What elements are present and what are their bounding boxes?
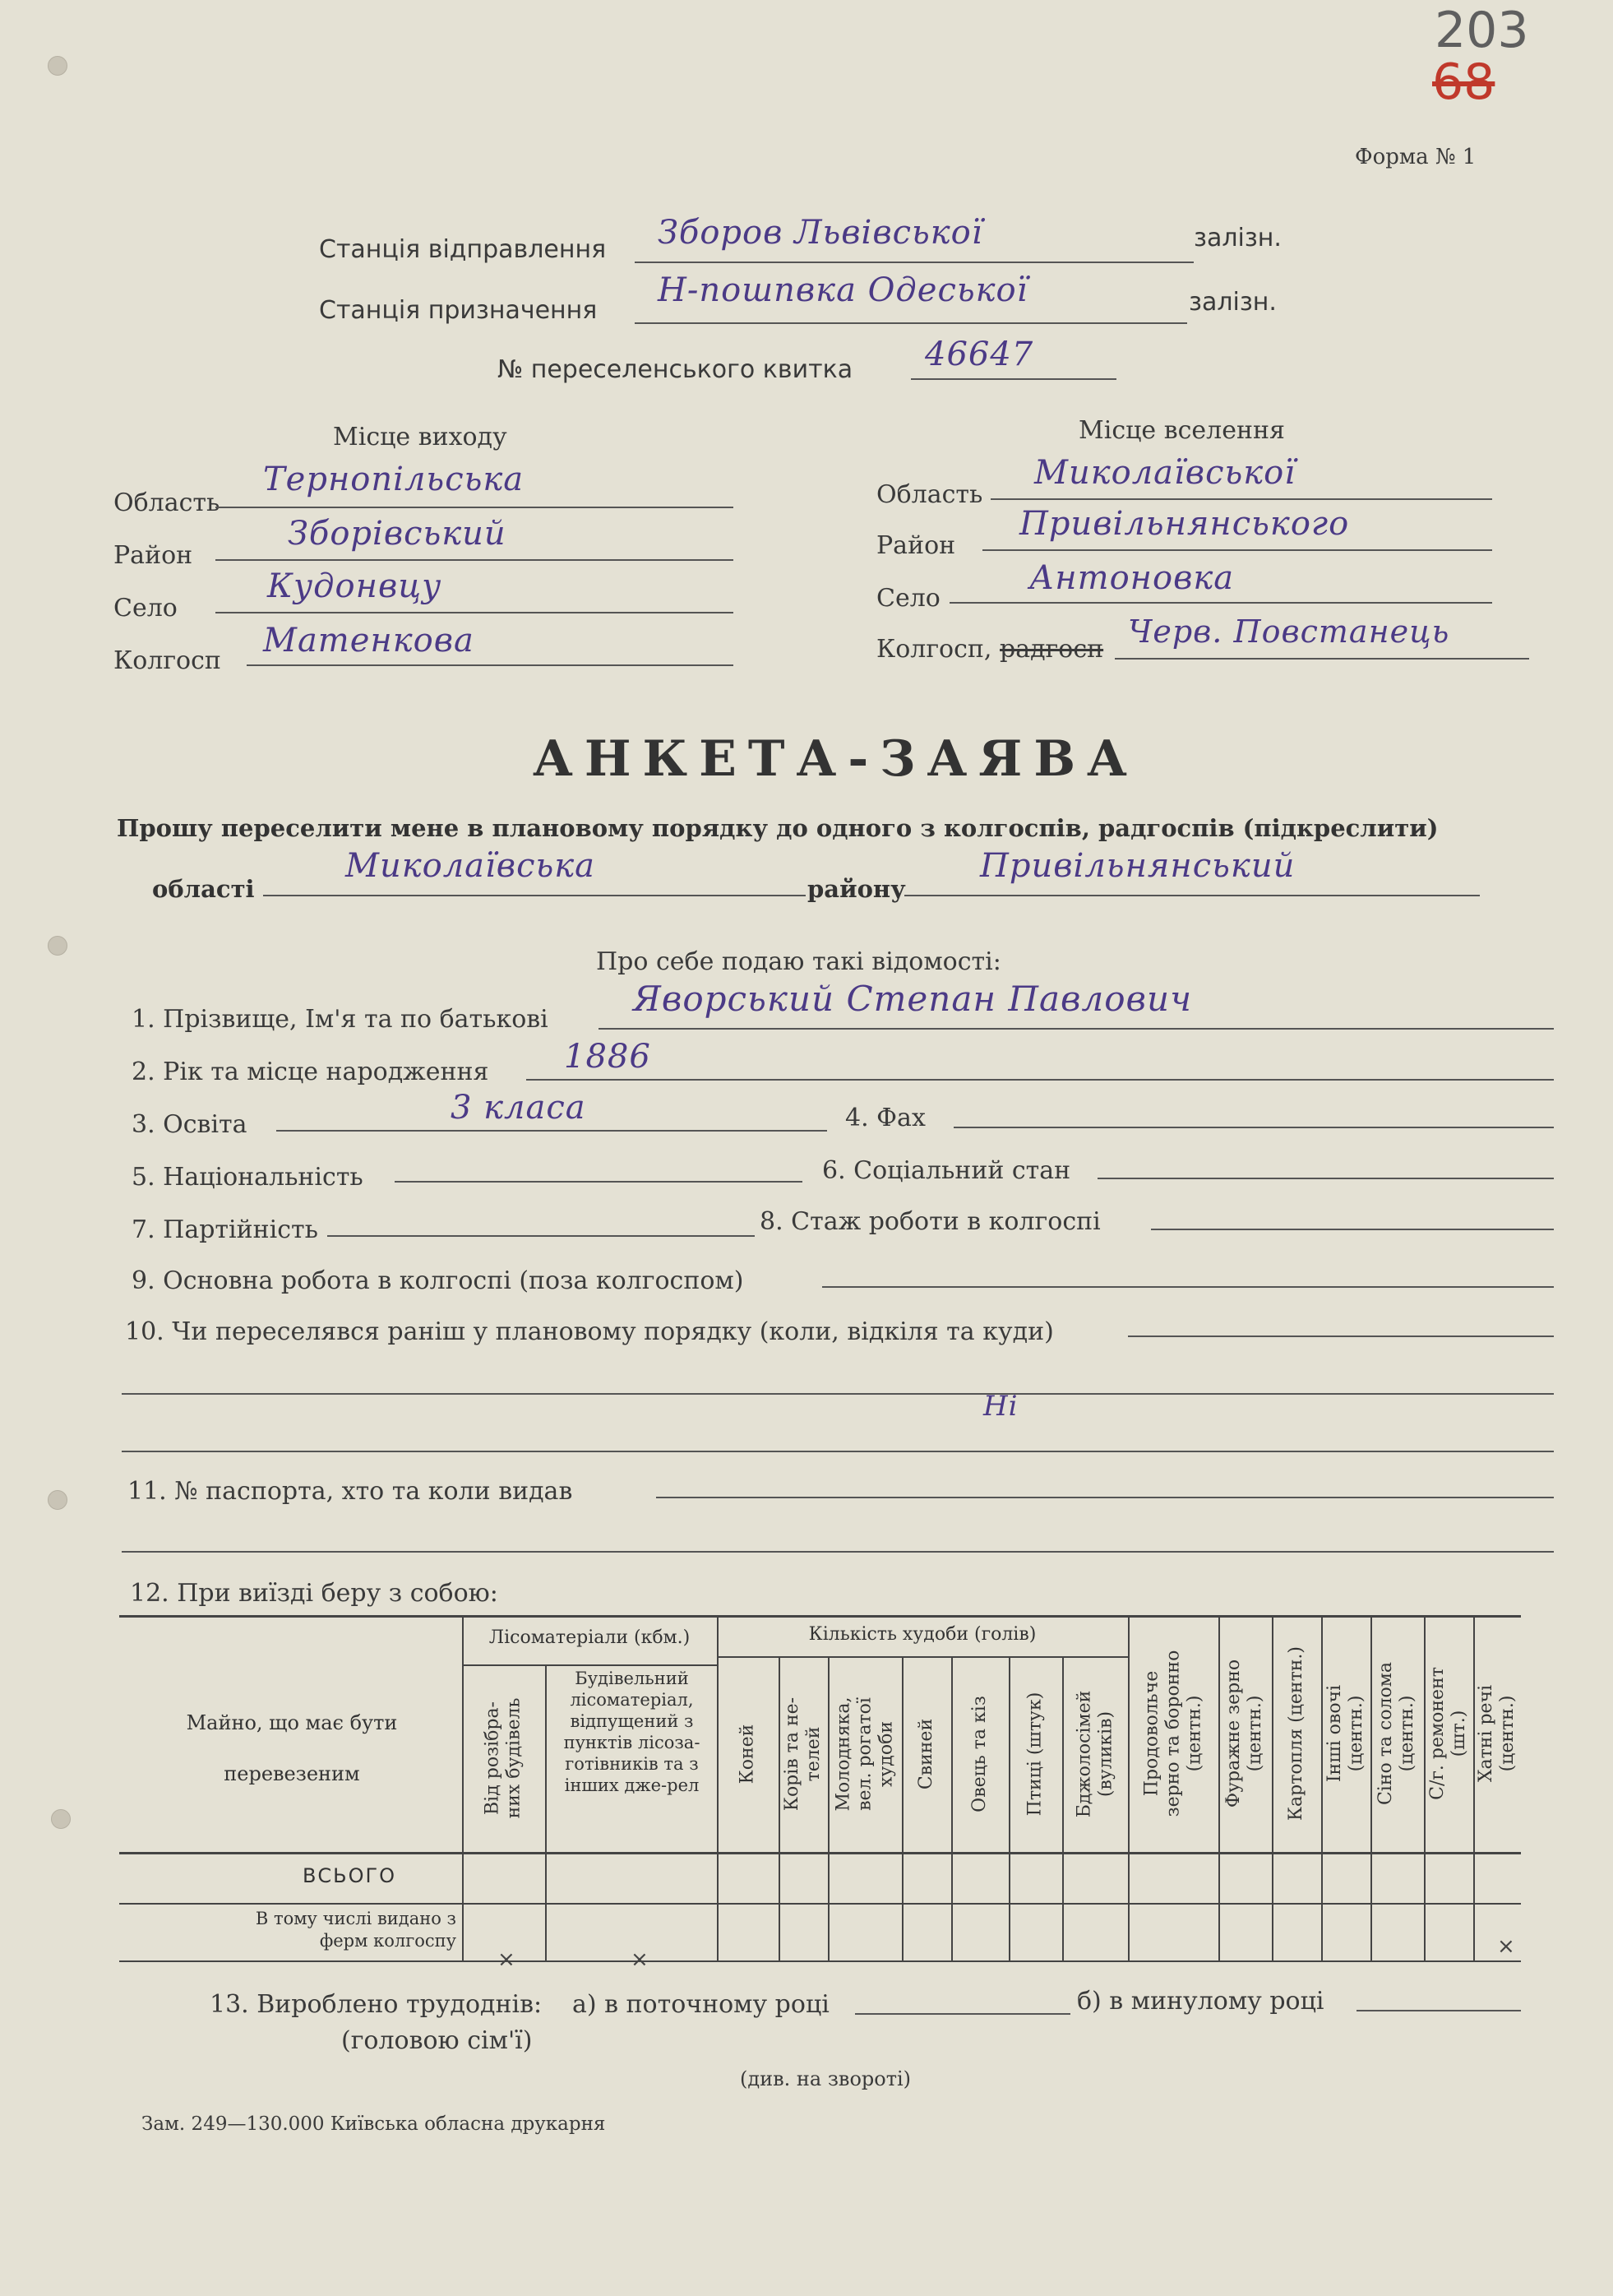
livestock-group-header: Кількість худоби (голів) [808,1624,1037,1645]
dest-kolhosp-value: Черв. Повстанець [1128,613,1450,650]
dest-raion-label: Район [876,531,956,560]
field-11-line-2 [122,1551,1554,1553]
col-dismantled-cell [462,1664,545,1852]
col-potato: Картопля (центн.) [1286,1646,1307,1821]
field-6-line [1098,1178,1554,1179]
binder-hole [48,1490,67,1510]
col-veg-cell [1321,1615,1370,1852]
origin-raion-value: Зборівський [288,515,506,553]
field-4-label: 4. Фах [845,1104,926,1132]
origin-oblast-value: Тернопільська [263,461,525,498]
request-text: Прошу переселити мене в плановому порядку до одного з колгоспів, радгоспів (підкреслити) [117,814,1439,842]
field-10-line [1128,1335,1554,1337]
departure-value: Зборов Львівської [658,214,983,252]
dest-raion-line [982,549,1492,551]
request-oblast-label: області [152,875,255,903]
workdays-b-line [1356,2010,1521,2011]
field-12-label: 12. При виїзді беру з собою: [130,1579,498,1608]
dest-selo-line [950,602,1492,604]
field-6-label: 6. Соціальний стан [822,1156,1071,1185]
row-issued: В тому числі видано з ферм колгоспу [255,1909,456,1951]
col-tools-cell [1424,1615,1473,1852]
field-1-value: Яворський Степан Павлович [633,979,1193,1019]
archive-number-top: 203 [1435,2,1529,59]
destination-line [635,322,1187,324]
field-9-line [822,1286,1554,1288]
col-household: Хатні речі (центн.) [1476,1684,1518,1783]
col-horses: Коней [737,1724,758,1784]
destination-suffix: залізн. [1189,288,1277,317]
col-sheep-cell [951,1656,1009,1852]
field-11-label: 11. № паспорта, хто та коли видав [127,1477,573,1506]
col-fodder-cell [1218,1615,1272,1852]
destination-heading: Місце вселення [1079,416,1285,445]
col-pigs: Свиней [916,1718,937,1790]
field-7-label: 7. Партійність [132,1215,318,1244]
col-birds: Птиці (штук) [1024,1692,1046,1817]
ticket-label: № переселенського квитка [497,355,853,384]
ticket-value: 46647 [925,336,1034,373]
row-total: ВСЬОГО [302,1864,397,1887]
origin-kolhosp-label: Колгосп [113,646,221,675]
field-2-line [526,1079,1554,1081]
request-raion-value: Привільнянський [980,847,1296,885]
departure-suffix: залізн. [1194,224,1282,252]
property-header: Майно, що має бути перевезеним [186,1711,398,1785]
workdays-a-label: а) в поточному році [572,1990,830,2019]
dest-selo-value: Антоновка [1029,559,1235,597]
dest-kolhosp-label-text: Колгосп, [876,635,992,664]
field-2-value: 1886 [564,1038,651,1076]
col-bees-cell [1062,1656,1128,1852]
field-9-label: 9. Основна робота в колгоспі (поза колгоспом) [132,1266,744,1295]
col-household-cell [1473,1615,1521,1852]
workdays-label: 13. Вироблено трудоднів: [210,1990,543,2019]
origin-oblast-label: Область [113,488,220,517]
cross-mark: × [497,1947,515,1972]
request-oblast-line [263,895,806,896]
origin-kolhosp-line [247,664,733,666]
table-rule [119,1960,1521,1962]
archive-number-bottom: 68 [1432,53,1495,111]
origin-oblast-line [215,507,733,508]
form-title: АНКЕТА-ЗАЯВА [533,730,1139,788]
dest-radhosp-struck: радгосп [1000,635,1104,664]
col-hay-cell [1370,1615,1424,1852]
request-raion-label: району [807,875,906,903]
workdays-sub: (головою сім'ї) [341,2026,533,2055]
field-11-line [656,1497,1554,1498]
col-pigs-cell [902,1656,951,1852]
request-oblast-value: Миколаївська [345,847,595,885]
field-10-line-3 [122,1451,1554,1452]
printer-imprint: Зам. 249—130.000 Київська обласна друкарня [141,2113,606,2135]
cross-mark: × [631,1947,649,1972]
dest-oblast-line [991,498,1492,500]
cross-mark: × [1497,1934,1515,1959]
col-hay: Сіно та солома (центн.) [1375,1661,1418,1806]
table-col-rule [545,1664,547,1960]
col-cows: Корів та не- телей [782,1697,825,1812]
col-bees: Бджолосімей (вуликів) [1074,1690,1116,1818]
field-1-label: 1. Прізвище, Ім'я та по батькові [132,1005,548,1034]
field-3-label: 3. Освіта [132,1110,247,1139]
destination-station-value: Н-пошпвка Одеської [658,271,1028,309]
field-10-value: Ні [983,1390,1019,1423]
workdays-b-label: б) в минулому році [1077,1987,1324,2016]
field-5-label: 5. Національність [132,1163,363,1192]
footer-note: (див. на звороті) [740,2067,912,2090]
col-cows-cell [779,1656,828,1852]
col-fodder: Фуражне зерно (центн.) [1223,1659,1266,1808]
col-building-timber: Будівельний лісоматеріал, відпущений з пунктів лісоза-готівників та з інших дже-рел [563,1669,700,1795]
dest-oblast-value: Миколаївської [1034,454,1296,492]
field-1-line [599,1028,1554,1030]
field-5-line [395,1181,802,1183]
origin-raion-line [215,559,733,561]
col-sheep: Овець та кіз [969,1696,990,1812]
col-birds-cell [1009,1656,1062,1852]
origin-selo-line [215,612,733,613]
request-raion-line [904,895,1480,896]
field-8-line [1151,1229,1554,1230]
field-2-label: 2. Рік та місце народження [132,1058,489,1086]
table-rule [119,1852,1521,1854]
dest-selo-label: Село [876,584,941,613]
field-3-value: 3 класа [451,1089,586,1127]
binder-hole [48,56,67,76]
col-young-cell [828,1656,902,1852]
col-dismantled: Від розібра- них будівель [482,1697,525,1819]
field-7-line [327,1235,755,1237]
dest-kolhosp-label [876,635,1103,664]
field-8-label: 8. Стаж роботи в колгоспі [760,1207,1101,1236]
col-tools: С/г. ремонент (шт.) [1427,1667,1470,1800]
dest-raion-value: Привільнянського [1019,505,1350,543]
ticket-line [911,378,1116,380]
origin-kolhosp-value: Матенкова [263,622,474,660]
col-young: Молодняка, вел. рогатої худоби [833,1697,897,1812]
origin-heading: Місце виходу [333,423,507,451]
departure-label: Станція відправлення [319,235,607,264]
field-10-line-2 [122,1393,1554,1395]
belongings-table [119,1615,1521,1972]
origin-raion-label: Район [113,541,193,570]
col-grain: Продовольче зерно та боронно (центн.) [1141,1650,1204,1817]
origin-selo-label: Село [113,594,178,623]
col-grain-cell [1128,1615,1218,1852]
timber-group-header: Лісоматеріали (кбм.) [488,1627,691,1648]
form-number: Форма № 1 [1355,145,1477,169]
binder-hole [51,1809,71,1829]
table-rule [119,1903,1521,1905]
origin-selo-value: Кудонвцу [267,567,442,605]
col-potato-cell [1272,1615,1321,1852]
destination-station-label: Станція призначення [319,296,598,325]
departure-line [635,262,1194,263]
field-4-line [954,1127,1554,1128]
field-10-label: 10. Чи переселявся раніш у плановому порядку (коли, відкіля та куди) [125,1317,1054,1346]
col-veg: Інші овочі (центн.) [1324,1684,1367,1783]
binder-hole [48,936,67,956]
col-horses-cell [717,1656,779,1852]
workdays-a-line [855,2013,1070,2015]
dest-kolhosp-line [1115,658,1529,660]
field-3-line [276,1130,827,1132]
dest-oblast-label: Область [876,480,983,509]
about-heading: Про себе подаю такі відомості: [596,947,1001,976]
